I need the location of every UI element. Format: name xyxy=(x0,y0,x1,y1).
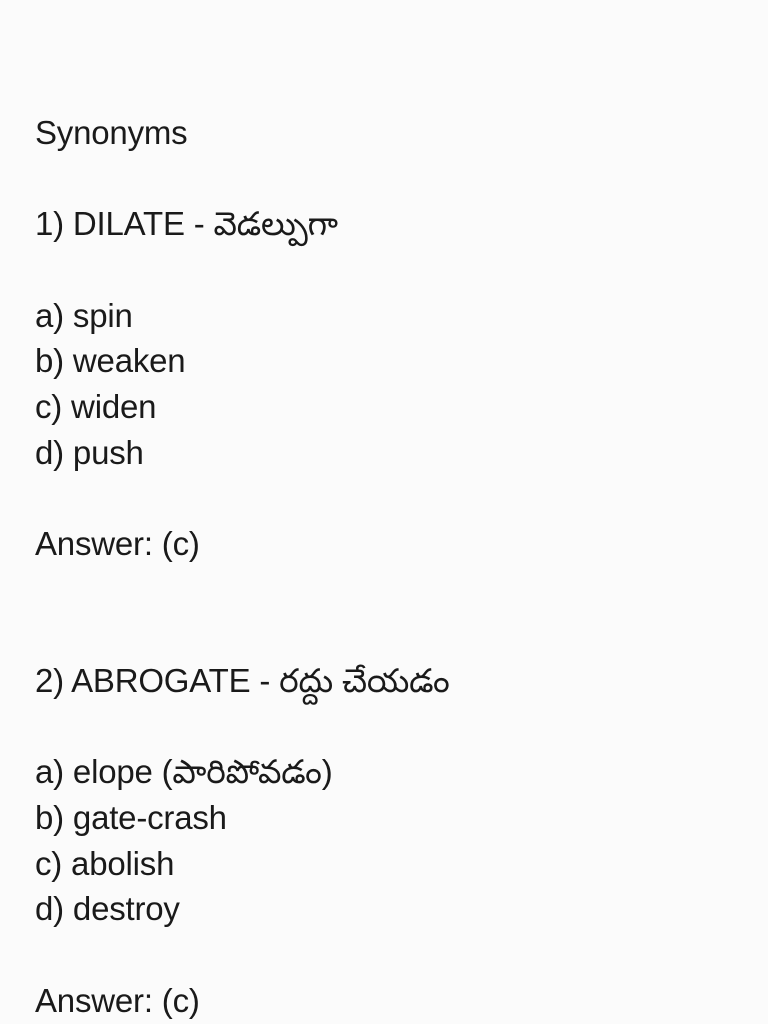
question-2-option-c: c) abolish xyxy=(35,845,175,882)
question-1-option-c: c) widen xyxy=(35,388,157,425)
question-1-option-a: a) spin xyxy=(35,297,133,334)
question-2-text: 2) ABROGATE - రద్దు చేయడం xyxy=(35,662,450,699)
question-1-answer: Answer: (c) xyxy=(35,525,200,562)
question-2-answer: Answer: (c) xyxy=(35,982,200,1019)
question-2-option-a: a) elope (పారిపోవడం) xyxy=(35,753,333,790)
question-2-option-d: d) destroy xyxy=(35,890,180,927)
question-1-option-b: b) weaken xyxy=(35,342,186,379)
question-2-option-b: b) gate-crash xyxy=(35,799,227,836)
question-1-text: 1) DILATE - వెడల్పుగా xyxy=(35,205,338,242)
page-heading: Synonyms xyxy=(35,114,188,151)
question-1-option-d: d) push xyxy=(35,434,144,471)
